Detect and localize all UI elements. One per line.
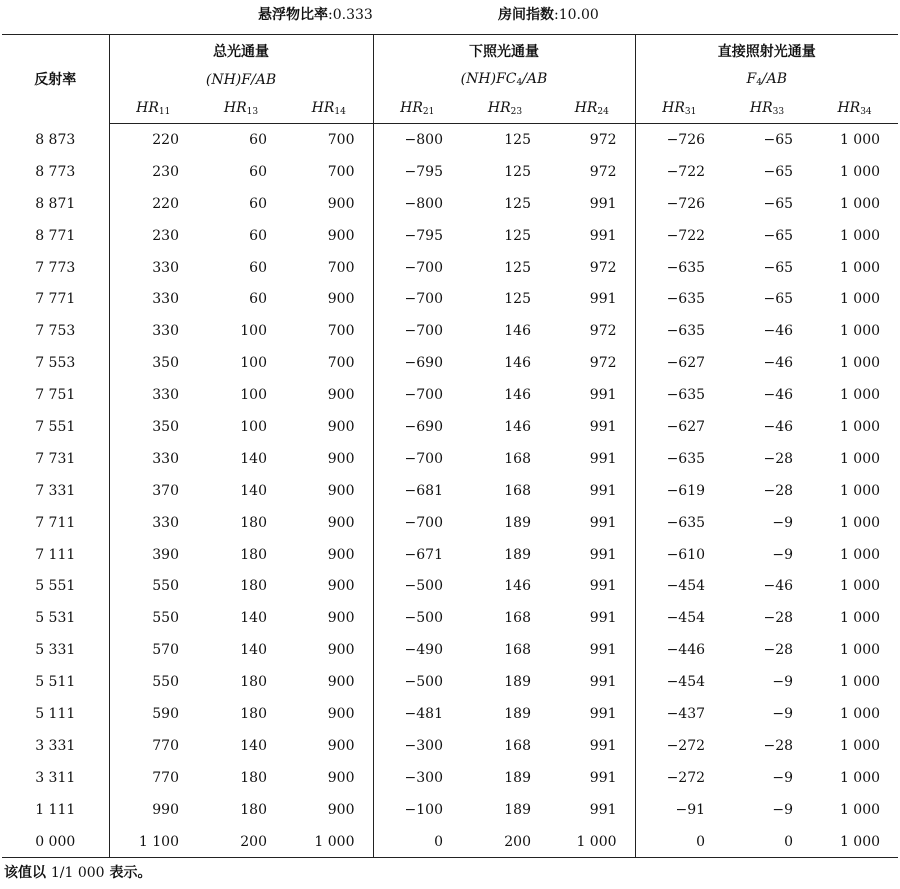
value-cell: 1 000 xyxy=(839,387,881,404)
value-cell: −700 xyxy=(373,507,461,539)
value-cell: 1 000 xyxy=(839,259,881,276)
value-cell: 1 000 xyxy=(839,705,881,722)
reflectance-cell: 3 331 xyxy=(2,730,109,762)
value-cell: −454 xyxy=(635,602,723,634)
value-cell: −46 xyxy=(763,578,794,595)
reflectance-cell: 5 111 xyxy=(2,698,109,730)
value-cell: 900 xyxy=(327,227,355,244)
table-row xyxy=(2,826,898,858)
value-cell: 1 000 xyxy=(839,610,881,627)
value-cell: 1 000 xyxy=(839,418,881,435)
col-header-hr21: $HR_{21}$ xyxy=(373,93,461,124)
value-cell: 330 xyxy=(152,323,179,340)
col-header-hr14: $HR_{14}$ xyxy=(285,93,373,124)
value-cell: 700 xyxy=(327,355,355,372)
value-cell: 0 xyxy=(373,826,461,858)
group-title-downward-flux: 下照光通量 xyxy=(373,35,635,67)
value-cell: 991 xyxy=(589,387,617,404)
table-row xyxy=(2,570,898,602)
value-cell: −795 xyxy=(373,220,461,252)
reflectance-cell: 8 873 xyxy=(2,124,109,156)
value-cell: −619 xyxy=(635,475,723,507)
value-cell: −9 xyxy=(772,674,794,691)
value-cell: −500 xyxy=(373,666,461,698)
value-cell: −446 xyxy=(635,634,723,666)
table-row xyxy=(2,730,898,762)
reflectance-cell: 7 551 xyxy=(2,411,109,443)
table-body xyxy=(2,124,898,858)
reflectance-cell: 5 331 xyxy=(2,634,109,666)
value-cell: 991 xyxy=(589,769,617,786)
value-cell: 991 xyxy=(589,737,617,754)
value-cell: −481 xyxy=(373,698,461,730)
value-cell: 900 xyxy=(327,418,355,435)
value-cell: −65 xyxy=(763,131,794,148)
value-cell: 700 xyxy=(327,163,355,180)
value-cell: 972 xyxy=(589,259,617,276)
value-cell: −46 xyxy=(763,387,794,404)
value-cell: 770 xyxy=(152,737,179,754)
value-cell: 230 xyxy=(152,227,179,244)
value-cell: −9 xyxy=(772,769,794,786)
value-cell: 0 xyxy=(635,826,723,858)
value-cell: −610 xyxy=(635,539,723,571)
value-cell: −454 xyxy=(635,666,723,698)
value-cell: −65 xyxy=(763,163,794,180)
value-cell: 1 000 xyxy=(839,195,881,212)
value-cell: 180 xyxy=(240,546,267,563)
value-cell: 168 xyxy=(504,482,531,499)
col-header-hr23: $HR_{23}$ xyxy=(461,93,549,124)
group-title-total-flux: 总光通量 xyxy=(213,43,269,60)
value-cell: 168 xyxy=(504,737,531,754)
reflectance-cell: 3 311 xyxy=(2,762,109,794)
value-cell: −726 xyxy=(635,188,723,220)
suspension-ratio-value: :0.333 xyxy=(328,7,373,23)
value-cell: 100 xyxy=(240,418,267,435)
table-row xyxy=(2,411,898,443)
table-row xyxy=(2,666,898,698)
value-cell: 146 xyxy=(504,418,531,435)
value-cell: 140 xyxy=(240,642,267,659)
value-cell: 180 xyxy=(240,801,267,818)
table-caption xyxy=(0,4,900,26)
value-cell: −700 xyxy=(373,283,461,315)
value-cell: 990 xyxy=(152,801,179,818)
value-cell: −28 xyxy=(763,642,794,659)
value-cell: 189 xyxy=(504,801,531,818)
value-cell: 1 000 xyxy=(839,163,881,180)
value-cell: −681 xyxy=(373,475,461,507)
reflectance-cell: 7 753 xyxy=(2,315,109,347)
value-cell: 350 xyxy=(152,418,179,435)
value-cell: 200 xyxy=(240,833,267,850)
reflectance-cell: 7 773 xyxy=(2,252,109,284)
value-cell: 350 xyxy=(152,355,179,372)
value-cell: 900 xyxy=(327,769,355,786)
value-cell: 180 xyxy=(240,674,267,691)
value-cell: 330 xyxy=(152,450,179,467)
table-row xyxy=(2,379,898,411)
value-cell: 200 xyxy=(504,833,531,850)
value-cell: −722 xyxy=(635,220,723,252)
value-cell: 900 xyxy=(327,482,355,499)
reflectance-cell: 1 111 xyxy=(2,794,109,826)
group-formula-total-flux: (NH)F/AB xyxy=(205,71,277,88)
value-cell: 1 000 xyxy=(576,833,617,850)
value-cell: 972 xyxy=(589,323,617,340)
value-cell: 1 000 xyxy=(839,674,881,691)
value-cell: 168 xyxy=(504,610,531,627)
table-row xyxy=(2,507,898,539)
value-cell: −46 xyxy=(763,355,794,372)
value-cell: 1 000 xyxy=(839,642,881,659)
value-cell: 125 xyxy=(504,163,531,180)
value-cell: 700 xyxy=(327,323,355,340)
value-cell: −9 xyxy=(772,705,794,722)
table-row xyxy=(2,762,898,794)
value-cell: −627 xyxy=(635,411,723,443)
value-cell: −635 xyxy=(635,443,723,475)
reflectance-header: 反射率 xyxy=(2,35,109,124)
value-cell: −100 xyxy=(373,794,461,826)
col-header-hr24: $HR_{24}$ xyxy=(549,93,635,124)
value-cell: 900 xyxy=(327,578,355,595)
value-cell: 991 xyxy=(589,514,617,531)
value-cell: 140 xyxy=(240,610,267,627)
value-cell: 0 xyxy=(784,833,794,850)
suspension-ratio xyxy=(258,4,373,26)
value-cell: −700 xyxy=(373,443,461,475)
value-cell: 991 xyxy=(589,578,617,595)
reflectance-cell: 5 551 xyxy=(2,570,109,602)
value-cell: 900 xyxy=(327,801,355,818)
group-formula-direct-flux: $F_4/AB$ xyxy=(635,66,898,93)
value-cell: 60 xyxy=(249,131,267,148)
value-cell: −635 xyxy=(635,315,723,347)
value-cell: −690 xyxy=(373,347,461,379)
reflectance-cell: 8 771 xyxy=(2,220,109,252)
value-cell: −65 xyxy=(763,291,794,308)
value-cell: 220 xyxy=(152,195,179,212)
value-cell: 1 000 xyxy=(839,227,881,244)
value-cell: −9 xyxy=(772,801,794,818)
value-cell: 189 xyxy=(504,705,531,722)
value-cell: 991 xyxy=(589,418,617,435)
table-row xyxy=(2,220,898,252)
value-cell: 100 xyxy=(240,355,267,372)
value-cell: 230 xyxy=(152,163,179,180)
value-cell: 1 000 xyxy=(839,546,881,563)
value-cell: 330 xyxy=(152,387,179,404)
value-cell: 168 xyxy=(504,642,531,659)
table-row xyxy=(2,443,898,475)
value-cell: 146 xyxy=(504,387,531,404)
value-cell: −437 xyxy=(635,698,723,730)
value-cell: −454 xyxy=(635,570,723,602)
value-cell: 60 xyxy=(249,195,267,212)
table-header xyxy=(2,35,898,124)
table-row xyxy=(2,794,898,826)
value-cell: 125 xyxy=(504,227,531,244)
value-cell: −700 xyxy=(373,379,461,411)
value-cell: 550 xyxy=(152,674,179,691)
value-cell: 330 xyxy=(152,291,179,308)
value-cell: −272 xyxy=(635,762,723,794)
table-row xyxy=(2,698,898,730)
value-cell: 900 xyxy=(327,642,355,659)
value-cell: −722 xyxy=(635,156,723,188)
value-cell: 1 000 xyxy=(839,323,881,340)
reflectance-cell: 7 553 xyxy=(2,347,109,379)
value-cell: −65 xyxy=(763,259,794,276)
value-cell: 125 xyxy=(504,131,531,148)
value-cell: −9 xyxy=(772,514,794,531)
table-row xyxy=(2,283,898,315)
value-cell: −500 xyxy=(373,570,461,602)
value-cell: 991 xyxy=(589,195,617,212)
value-cell: −28 xyxy=(763,610,794,627)
value-cell: 1 000 xyxy=(839,482,881,499)
value-cell: 991 xyxy=(589,674,617,691)
reflectance-cell: 5 531 xyxy=(2,602,109,634)
value-cell: 125 xyxy=(504,291,531,308)
value-cell: −635 xyxy=(635,379,723,411)
table-row xyxy=(2,634,898,666)
value-cell: −46 xyxy=(763,323,794,340)
group-formula-downward-flux: $(NH)FC_4/AB$ xyxy=(373,66,635,93)
value-cell: 140 xyxy=(240,482,267,499)
value-cell: 991 xyxy=(589,642,617,659)
value-cell: 900 xyxy=(327,514,355,531)
reflectance-cell: 7 711 xyxy=(2,507,109,539)
value-cell: 900 xyxy=(327,546,355,563)
footnote-suffix: 表示。 xyxy=(104,865,152,881)
value-cell: 972 xyxy=(589,131,617,148)
reflectance-cell: 7 731 xyxy=(2,443,109,475)
value-cell: 1 100 xyxy=(138,833,179,850)
table-row xyxy=(2,347,898,379)
value-cell: 180 xyxy=(240,514,267,531)
value-cell: 972 xyxy=(589,163,617,180)
table-row xyxy=(2,539,898,571)
value-cell: 900 xyxy=(327,674,355,691)
value-cell: −91 xyxy=(635,794,723,826)
value-cell: −46 xyxy=(763,418,794,435)
value-cell: 180 xyxy=(240,705,267,722)
value-cell: 60 xyxy=(249,227,267,244)
value-cell: 189 xyxy=(504,546,531,563)
value-cell: 125 xyxy=(504,259,531,276)
value-cell: 991 xyxy=(589,291,617,308)
value-cell: −800 xyxy=(373,188,461,220)
value-cell: −28 xyxy=(763,482,794,499)
value-cell: 180 xyxy=(240,769,267,786)
value-cell: −800 xyxy=(373,124,461,156)
value-cell: −690 xyxy=(373,411,461,443)
value-cell: 168 xyxy=(504,450,531,467)
value-cell: −700 xyxy=(373,252,461,284)
value-cell: 1 000 xyxy=(839,801,881,818)
suspension-ratio-label: 悬浮物比率 xyxy=(258,7,328,23)
table-row xyxy=(2,315,898,347)
value-cell: −9 xyxy=(772,546,794,563)
value-cell: 900 xyxy=(327,610,355,627)
value-cell: 991 xyxy=(589,705,617,722)
flux-ratio-table xyxy=(2,34,898,858)
room-index-label: 房间指数 xyxy=(498,7,554,23)
value-cell: −272 xyxy=(635,730,723,762)
value-cell: 1 000 xyxy=(314,833,355,850)
value-cell: 140 xyxy=(240,737,267,754)
value-cell: 1 000 xyxy=(839,769,881,786)
col-header-hr34: $HR_{34}$ xyxy=(811,93,898,124)
value-cell: −28 xyxy=(763,450,794,467)
value-cell: 330 xyxy=(152,514,179,531)
value-cell: 1 000 xyxy=(839,833,881,850)
value-cell: −300 xyxy=(373,730,461,762)
table-row xyxy=(2,124,898,156)
value-cell: 100 xyxy=(240,387,267,404)
footnote-prefix: 该值以 xyxy=(4,865,51,881)
value-cell: 991 xyxy=(589,227,617,244)
value-cell: 370 xyxy=(152,482,179,499)
value-cell: 550 xyxy=(152,578,179,595)
value-cell: 100 xyxy=(240,323,267,340)
value-cell: 900 xyxy=(327,705,355,722)
value-cell: 189 xyxy=(504,514,531,531)
value-cell: 189 xyxy=(504,769,531,786)
room-index-value: :10.00 xyxy=(554,7,599,23)
value-cell: −635 xyxy=(635,507,723,539)
table-row xyxy=(2,475,898,507)
value-cell: 60 xyxy=(249,259,267,276)
col-header-hr11: $HR_{11}$ xyxy=(109,93,197,124)
value-cell: 700 xyxy=(327,131,355,148)
value-cell: −671 xyxy=(373,539,461,571)
value-cell: 991 xyxy=(589,482,617,499)
footnote xyxy=(4,862,151,882)
value-cell: 146 xyxy=(504,578,531,595)
col-header-hr31: $HR_{31}$ xyxy=(635,93,723,124)
value-cell: 146 xyxy=(504,355,531,372)
value-cell: 570 xyxy=(152,642,179,659)
reflectance-cell: 8 773 xyxy=(2,156,109,188)
value-cell: 1 000 xyxy=(839,737,881,754)
table-row xyxy=(2,252,898,284)
value-cell: 770 xyxy=(152,769,179,786)
value-cell: 60 xyxy=(249,163,267,180)
reflectance-cell: 7 331 xyxy=(2,475,109,507)
value-cell: 220 xyxy=(152,131,179,148)
col-header-hr33: $HR_{33}$ xyxy=(723,93,811,124)
value-cell: −300 xyxy=(373,762,461,794)
value-cell: 60 xyxy=(249,291,267,308)
value-cell: 590 xyxy=(152,705,179,722)
footnote-value: 1/1 000 xyxy=(50,865,105,881)
value-cell: 900 xyxy=(327,195,355,212)
value-cell: 146 xyxy=(504,323,531,340)
value-cell: −635 xyxy=(635,252,723,284)
reflectance-cell: 8 871 xyxy=(2,188,109,220)
value-cell: 1 000 xyxy=(839,291,881,308)
value-cell: 991 xyxy=(589,546,617,563)
value-cell: 991 xyxy=(589,450,617,467)
value-cell: 1 000 xyxy=(839,578,881,595)
value-cell: −28 xyxy=(763,737,794,754)
value-cell: −635 xyxy=(635,283,723,315)
value-cell: −65 xyxy=(763,195,794,212)
value-cell: 900 xyxy=(327,450,355,467)
value-cell: 900 xyxy=(327,387,355,404)
value-cell: 1 000 xyxy=(839,355,881,372)
value-cell: −500 xyxy=(373,602,461,634)
table-row xyxy=(2,156,898,188)
table-row xyxy=(2,188,898,220)
reflectance-cell: 5 511 xyxy=(2,666,109,698)
value-cell: 1 000 xyxy=(839,514,881,531)
value-cell: −490 xyxy=(373,634,461,666)
value-cell: 390 xyxy=(152,546,179,563)
reflectance-cell: 7 751 xyxy=(2,379,109,411)
value-cell: 180 xyxy=(240,578,267,595)
value-cell: 972 xyxy=(589,355,617,372)
reflectance-cell: 0 000 xyxy=(2,826,109,858)
value-cell: 900 xyxy=(327,737,355,754)
value-cell: −65 xyxy=(763,227,794,244)
room-index xyxy=(498,4,599,26)
col-header-hr13: $HR_{13}$ xyxy=(197,93,285,124)
value-cell: −726 xyxy=(635,124,723,156)
value-cell: 1 000 xyxy=(839,131,881,148)
table-row xyxy=(2,602,898,634)
reflectance-cell: 7 111 xyxy=(2,539,109,571)
value-cell: 900 xyxy=(327,291,355,308)
value-cell: −700 xyxy=(373,315,461,347)
value-cell: 700 xyxy=(327,259,355,276)
value-cell: 330 xyxy=(152,259,179,276)
value-cell: 991 xyxy=(589,610,617,627)
value-cell: −795 xyxy=(373,156,461,188)
value-cell: 140 xyxy=(240,450,267,467)
group-title-direct-flux: 直接照射光通量 xyxy=(635,35,898,67)
value-cell: 1 000 xyxy=(839,450,881,467)
value-cell: 189 xyxy=(504,674,531,691)
value-cell: 550 xyxy=(152,610,179,627)
reflectance-cell: 7 771 xyxy=(2,283,109,315)
value-cell: 125 xyxy=(504,195,531,212)
value-cell: 991 xyxy=(589,801,617,818)
value-cell: −627 xyxy=(635,347,723,379)
